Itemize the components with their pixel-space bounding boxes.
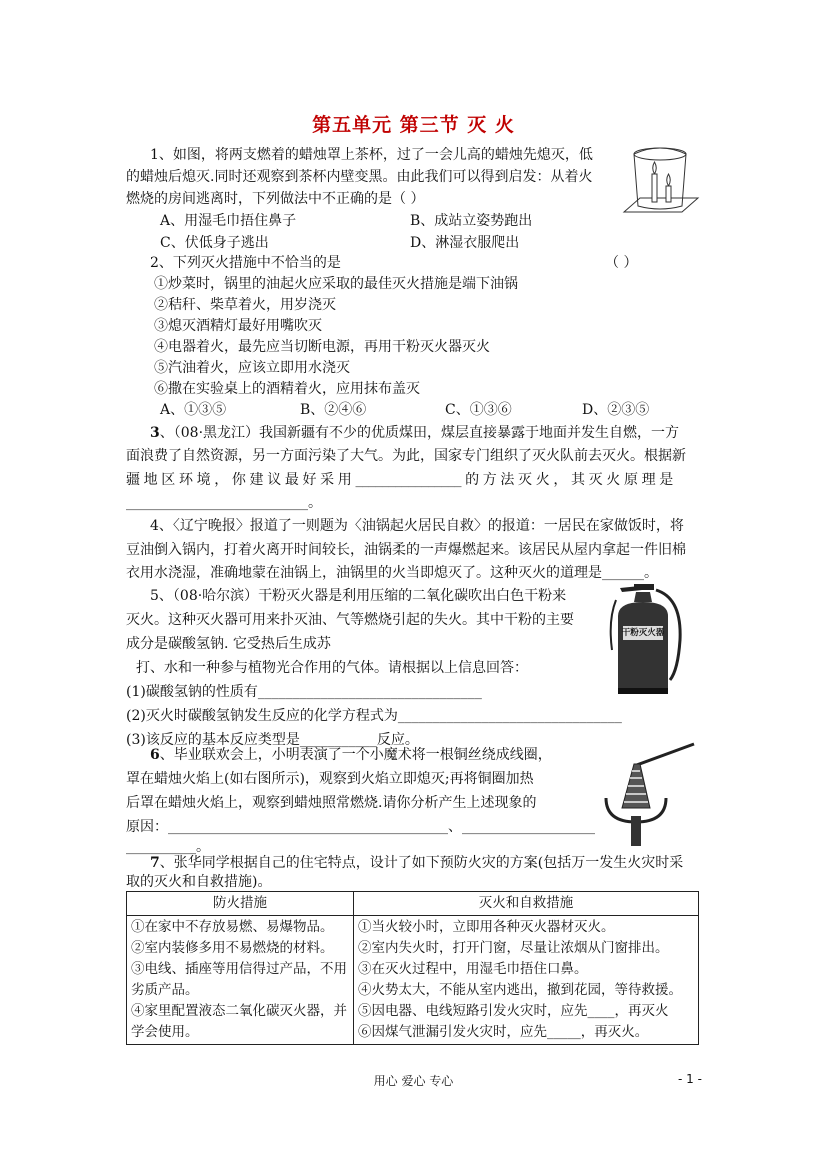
q3-line4: __________________________。 [126,495,322,511]
q5-sub3: (3)该反应的基本反应类型是___________反应。 [126,732,419,748]
q2-option-d: D、②③⑤ [582,402,650,418]
prevention-cell [127,916,354,1045]
q2-item-1: ①炒菜时，锅里的油起火应采取的最佳灭火措施是端下油锅 [154,276,518,292]
q1-option-c: C、伏低身子逃出 [160,235,269,251]
q5-sub2: (2)灭火时碳酸氢钠发生反应的化学方程式为________________________________ [126,708,622,724]
q2-line1: 2、下列灭火措施中不恰当的是 [150,255,341,271]
table-header-rescue: 灭火和自救措施 [354,892,699,916]
q7-line1-text: 、张华同学根据自己的住宅特点，设计了如下预防火灾的方案(包括万一发生火灾时采 [159,855,684,871]
q1-line1: 1、如图，将两支燃着的蜡烛罩上茶杯，过了一会儿高的蜡烛先熄灭，低 [150,147,593,163]
table-header-prevention: 防火措施 [127,892,354,916]
q5-sub1: (1)碳酸氢钠的性质有________________________________ [126,684,482,700]
q3-line1 [150,423,679,444]
page-title: 第五单元 第三节 灭 火 [312,114,515,136]
prevention-item-4: ④家里配置液态二氧化碳灭火器，并学会使用。 [131,1003,347,1040]
rescue-item-3: ③在灭火过程中，用湿毛巾捂住口鼻。 [358,961,588,977]
candles-cup-figure [620,140,700,220]
q3-line1-text: 、（08·黑龙江）我国新疆有不少的优质煤田，煤层直接暴露于地面并发生自燃，一方 [159,425,680,441]
q6-line4: 原因：________________________________________、___________________ [126,819,595,835]
q5-line2: 灭火。这种灭火器可用来扑灭油、气等燃烧引起的失火。其中干粉的主要 [126,612,574,628]
page-footer: 用心 爱心 专心 [373,1074,454,1088]
q3-number: 3 [150,425,160,441]
q2-item-4: ④电器着火，最先应当切断电源，再用干粉灭火器灭火 [154,339,490,355]
q2-item-2: ②秸秆、柴草着火，用岁浇灭 [154,297,336,313]
q1-option-b: B、成站立姿势跑出 [410,213,533,229]
table-header-row [127,892,699,916]
rescue-cell [354,916,699,1045]
q2-option-c: C、①③⑥ [445,402,512,418]
q6-line1-text: 、毕业联欢会上，小明表演了一个小魔术将一根铜丝绕成线圈， [159,747,552,763]
q6-line3: 后罩在蜡烛火焰上，观察到蜡烛照常燃烧.请你分析产生上述现象的 [126,795,537,811]
q6-line1 [150,745,552,766]
page-number: - 1 - [678,1072,702,1086]
q3-line2: 面浪费了自然资源，另一方面污染了大气。为此，国家专门组织了灭火队前去灭火。根据新 [126,448,686,464]
q4-line2: 豆油倒入锅内，打着火离开时间较长，油锅柔的一声爆燃起来。该居民从屋内拿起一件旧棉 [126,542,686,558]
fire-plan-table [126,891,699,1045]
q4-line1: 4、〈辽宁晚报〉报道了一则题为〈油锅起火居民自救〉的报道：一居民在家做饭时，将 [150,518,684,534]
q1-line3: 燃烧的房间逃离时，下列做法中不正确的是（ ） [126,191,425,207]
rescue-item-1: ①当火较小时，立即用各种灭火器材灭火。 [358,919,615,935]
q4-line3: 衣用水浇湿，准确地蒙在油锅上，油锅里的火当即熄灭了。这种灭火的道理是______。 [126,565,658,581]
rescue-item-2: ②室内失火时，打开门窗，尽量让浓烟从门窗排出。 [358,940,669,956]
q7-line1 [150,853,683,874]
q1-option-a: A、用湿毛巾捂住鼻子 [160,213,297,229]
q5-line1: 5、（08·哈尔滨）干粉灭火器是利用压缩的二氧化碳吹出白色干粉来 [150,588,567,604]
prevention-item-2: ②室内装修多用不易燃烧的材料。 [131,940,334,956]
prevention-item-3: ③电线、插座等用信得过产品，不用劣质产品。 [131,961,347,998]
rescue-item-5: ⑤因电器、电线短路引发火灾时，应先____，再灭火 [358,1003,669,1019]
rescue-item-4: ④火势太大，不能从室内逃出，撤到花园，等待救援。 [358,982,682,998]
table-row [127,916,699,1045]
q3-line3: 疆 地 区 环 境 ， 你 建 议 最 好 采 用 ________________ 的 方 法 灭 火 ， 其 灭 火 原 理 是 [126,472,673,488]
q6-number: 6 [150,747,160,763]
q6-line2: 罩在蜡烛火焰上(如右图所示)，观察到火焰立即熄灭;再将铜圈加热 [126,771,534,787]
extinguisher-figure [590,580,690,698]
q7-line2: 取的灭火和自救措施)。 [126,874,272,890]
rescue-item-6: ⑥因煤气泄漏引发火灾时，应先_____，再灭火。 [358,1024,649,1040]
prevention-item-1: ①在家中不存放易燃、易爆物品。 [131,919,334,935]
q2-option-b: B、②④⑥ [300,402,367,418]
q5-line4: 打、水和一种参与植物光合作用的气体。请根据以上信息回答： [136,660,528,676]
copper-coil-candle-figure [596,738,700,848]
q2-item-6: ⑥撒在实验桌上的酒精着火，应用抹布盖灭 [154,381,420,397]
q6-line5: __________。 [126,839,210,855]
extinguisher-label: 干粉灭火器 [621,628,665,638]
q2-answer-paren: （ ） [605,255,638,271]
q2-option-a: A、①③⑤ [160,402,227,418]
q2-item-3: ③熄灭酒精灯最好用嘴吹灭 [154,318,322,334]
q1-line2: 的蜡烛后熄灭.同时还观察到茶杯内壁变黑。由此我们可以得到启发：从着火 [126,169,593,185]
q7-number: 7 [150,855,160,871]
q1-option-d: D、淋湿衣服爬出 [410,235,520,251]
q5-line3: 成分是碳酸氢钠. 它受热后生成苏 [126,636,331,652]
q2-item-5: ⑤汽油着火，应该立即用水浇灭 [154,360,350,376]
